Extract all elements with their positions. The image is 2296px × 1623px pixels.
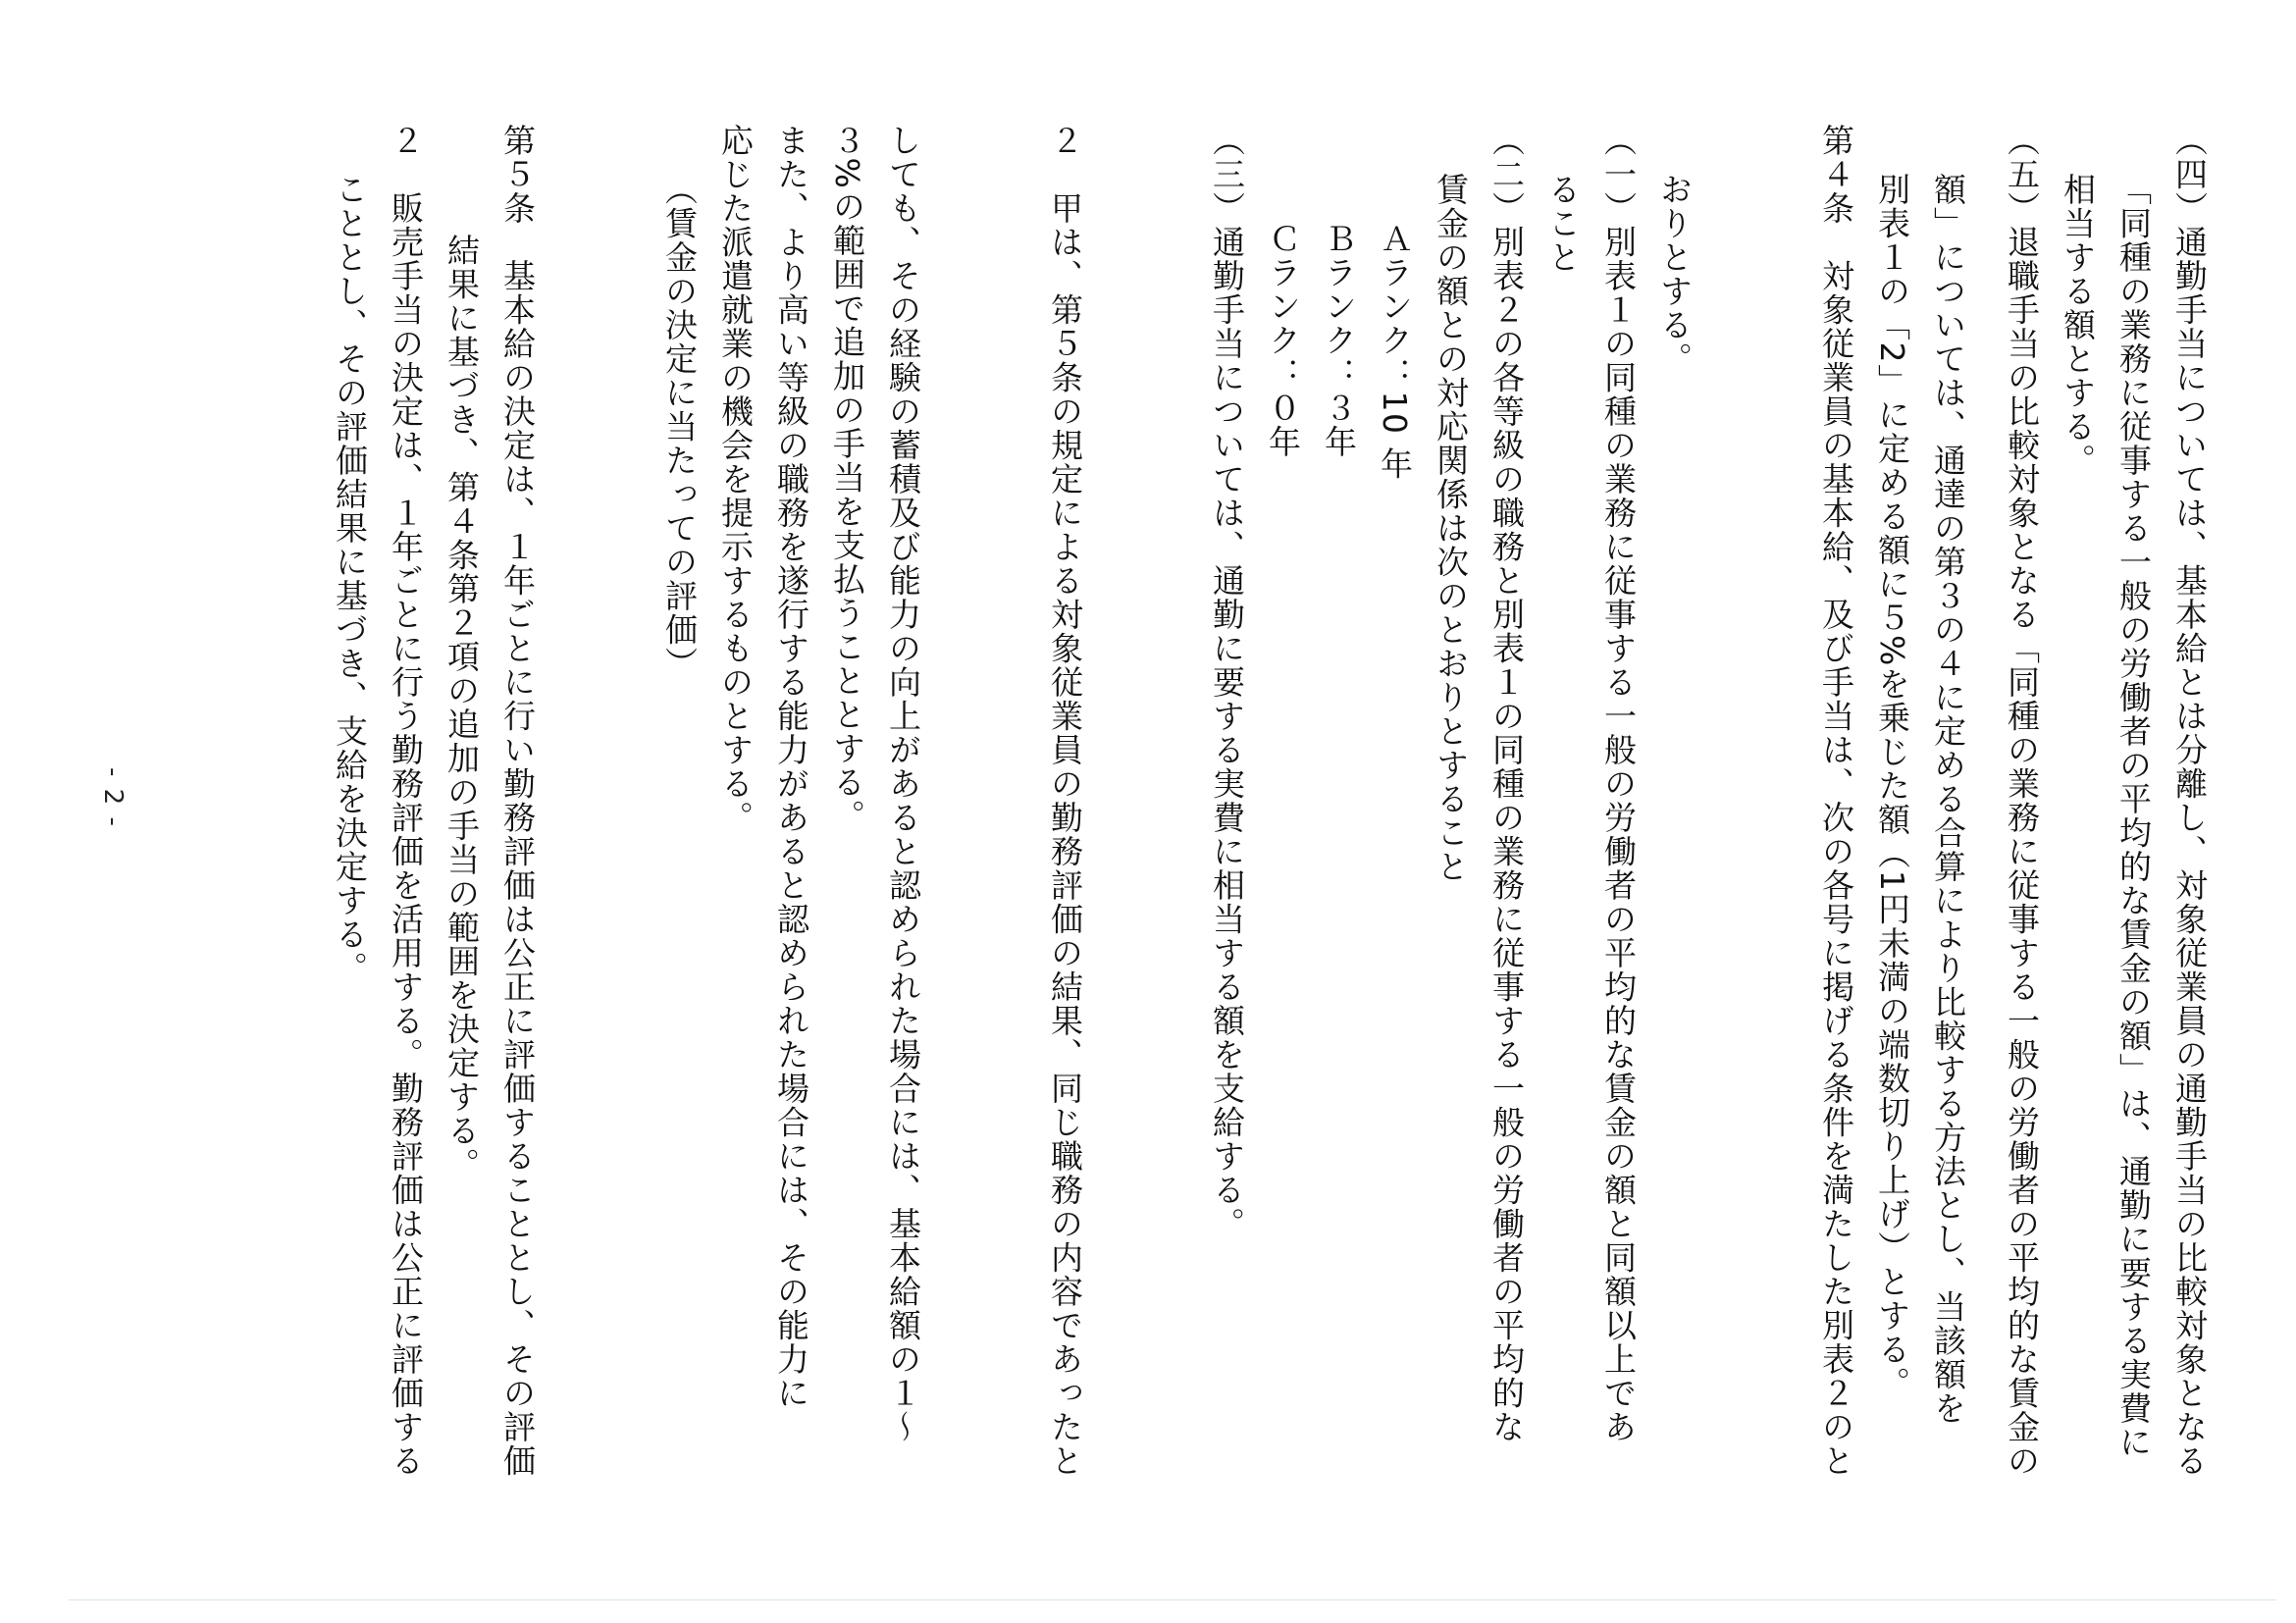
article-5-caption: （賃金の決定に当たっての評価） bbox=[660, 173, 699, 681]
article-4-item-2-line-2: 賃金の額との対応関係は次のとおりとすること bbox=[1432, 173, 1470, 884]
clause-5-retirement-line-2: 額」については、通達の第３の４に定める合算により比較する方法とし、当該額を bbox=[1929, 173, 1967, 1426]
article-4-para-2-line-3: ３%の範囲で追加の手当を支払うこととする。 bbox=[828, 124, 866, 833]
article-4-para-2-line-5: 応じた派遣就業の機会を提示するものとする。 bbox=[716, 124, 755, 835]
clause-4-commute-line-2: 「同種の業務に従事する一般の労働者の平均的な賃金の額」は、通勤に要する実費に bbox=[2114, 173, 2153, 1459]
article-4-line-2: おりとする。 bbox=[1655, 173, 1694, 376]
article-4-item-3: （三）通勤手当については、通勤に要する実費に相当する額を支給する。 bbox=[1208, 124, 1246, 1241]
article-4-item-1-line-1: （一）別表１の同種の業務に従事する一般の労働者の平均的な賃金の額と同額以上であ bbox=[1599, 124, 1638, 1444]
clause-5-retirement-line-3: 別表１の「2」に定める額に５%を乗じた額（1円未満の端数切り上げ）とする。 bbox=[1873, 173, 1911, 1400]
article-4-item-2-line-1: （二）別表２の各等級の職務と別表１の同種の業務に従事する一般の労働者の平均的な bbox=[1487, 124, 1526, 1444]
article-4-para-2-line-1: ２ 甲は、第５条の規定による対象従業員の勤務評価の結果、同じ職務の内容であったと bbox=[1046, 124, 1084, 1478]
rank-a: Ａランク：10 年 bbox=[1376, 222, 1414, 481]
article-5-line-2: 結果に基づき、第４条第２項の追加の手当の範囲を決定する。 bbox=[443, 234, 481, 1181]
article-4-line-1: 第４条 対象従業員の基本給、及び手当は、次の各号に掲げる条件を満たした別表２のと bbox=[1817, 124, 1855, 1478]
clause-4-commute-line-3: 相当する額とする。 bbox=[2059, 173, 2097, 478]
clause-4-commute-line-1: （四）通勤手当については、基本給とは分離し、対象従業員の通勤手当の比較対象となる bbox=[2170, 124, 2209, 1478]
rank-c: Ｃランク：０年 bbox=[1264, 222, 1302, 459]
document-body bbox=[322, 124, 2218, 1537]
article-4-para-2-line-4: また、より高い等級の職務を遂行する能力があると認められた場合には、その能力に bbox=[772, 124, 810, 1410]
bottom-guide-line bbox=[69, 1599, 2276, 1600]
rank-b: Ｂランク：３年 bbox=[1320, 222, 1358, 459]
article-5-line-1: 第５条 基本給の決定は、１年ごとに行い勤務評価は公正に評価することとし、その評価 bbox=[498, 124, 537, 1478]
clause-5-retirement-line-1: （五）退職手当の比較対象となる「同種の業務に従事する一般の労働者の平均的な賃金の bbox=[2003, 124, 2041, 1478]
article-4-para-2-line-2: しても、その経験の蓄積及び能力の向上があると認められた場合には、基本給額の１～ bbox=[884, 124, 922, 1444]
article-5-para-2-line-1: ２ 販売手当の決定は、１年ごとに行う勤務評価を活用する。勤務評価は公正に評価する bbox=[387, 124, 425, 1478]
article-4-item-1-line-2: ること bbox=[1543, 173, 1582, 275]
article-5-para-2-line-2: こととし、その評価結果に基づき、支給を決定する。 bbox=[331, 173, 369, 985]
page-number: - 2 - bbox=[98, 767, 128, 828]
